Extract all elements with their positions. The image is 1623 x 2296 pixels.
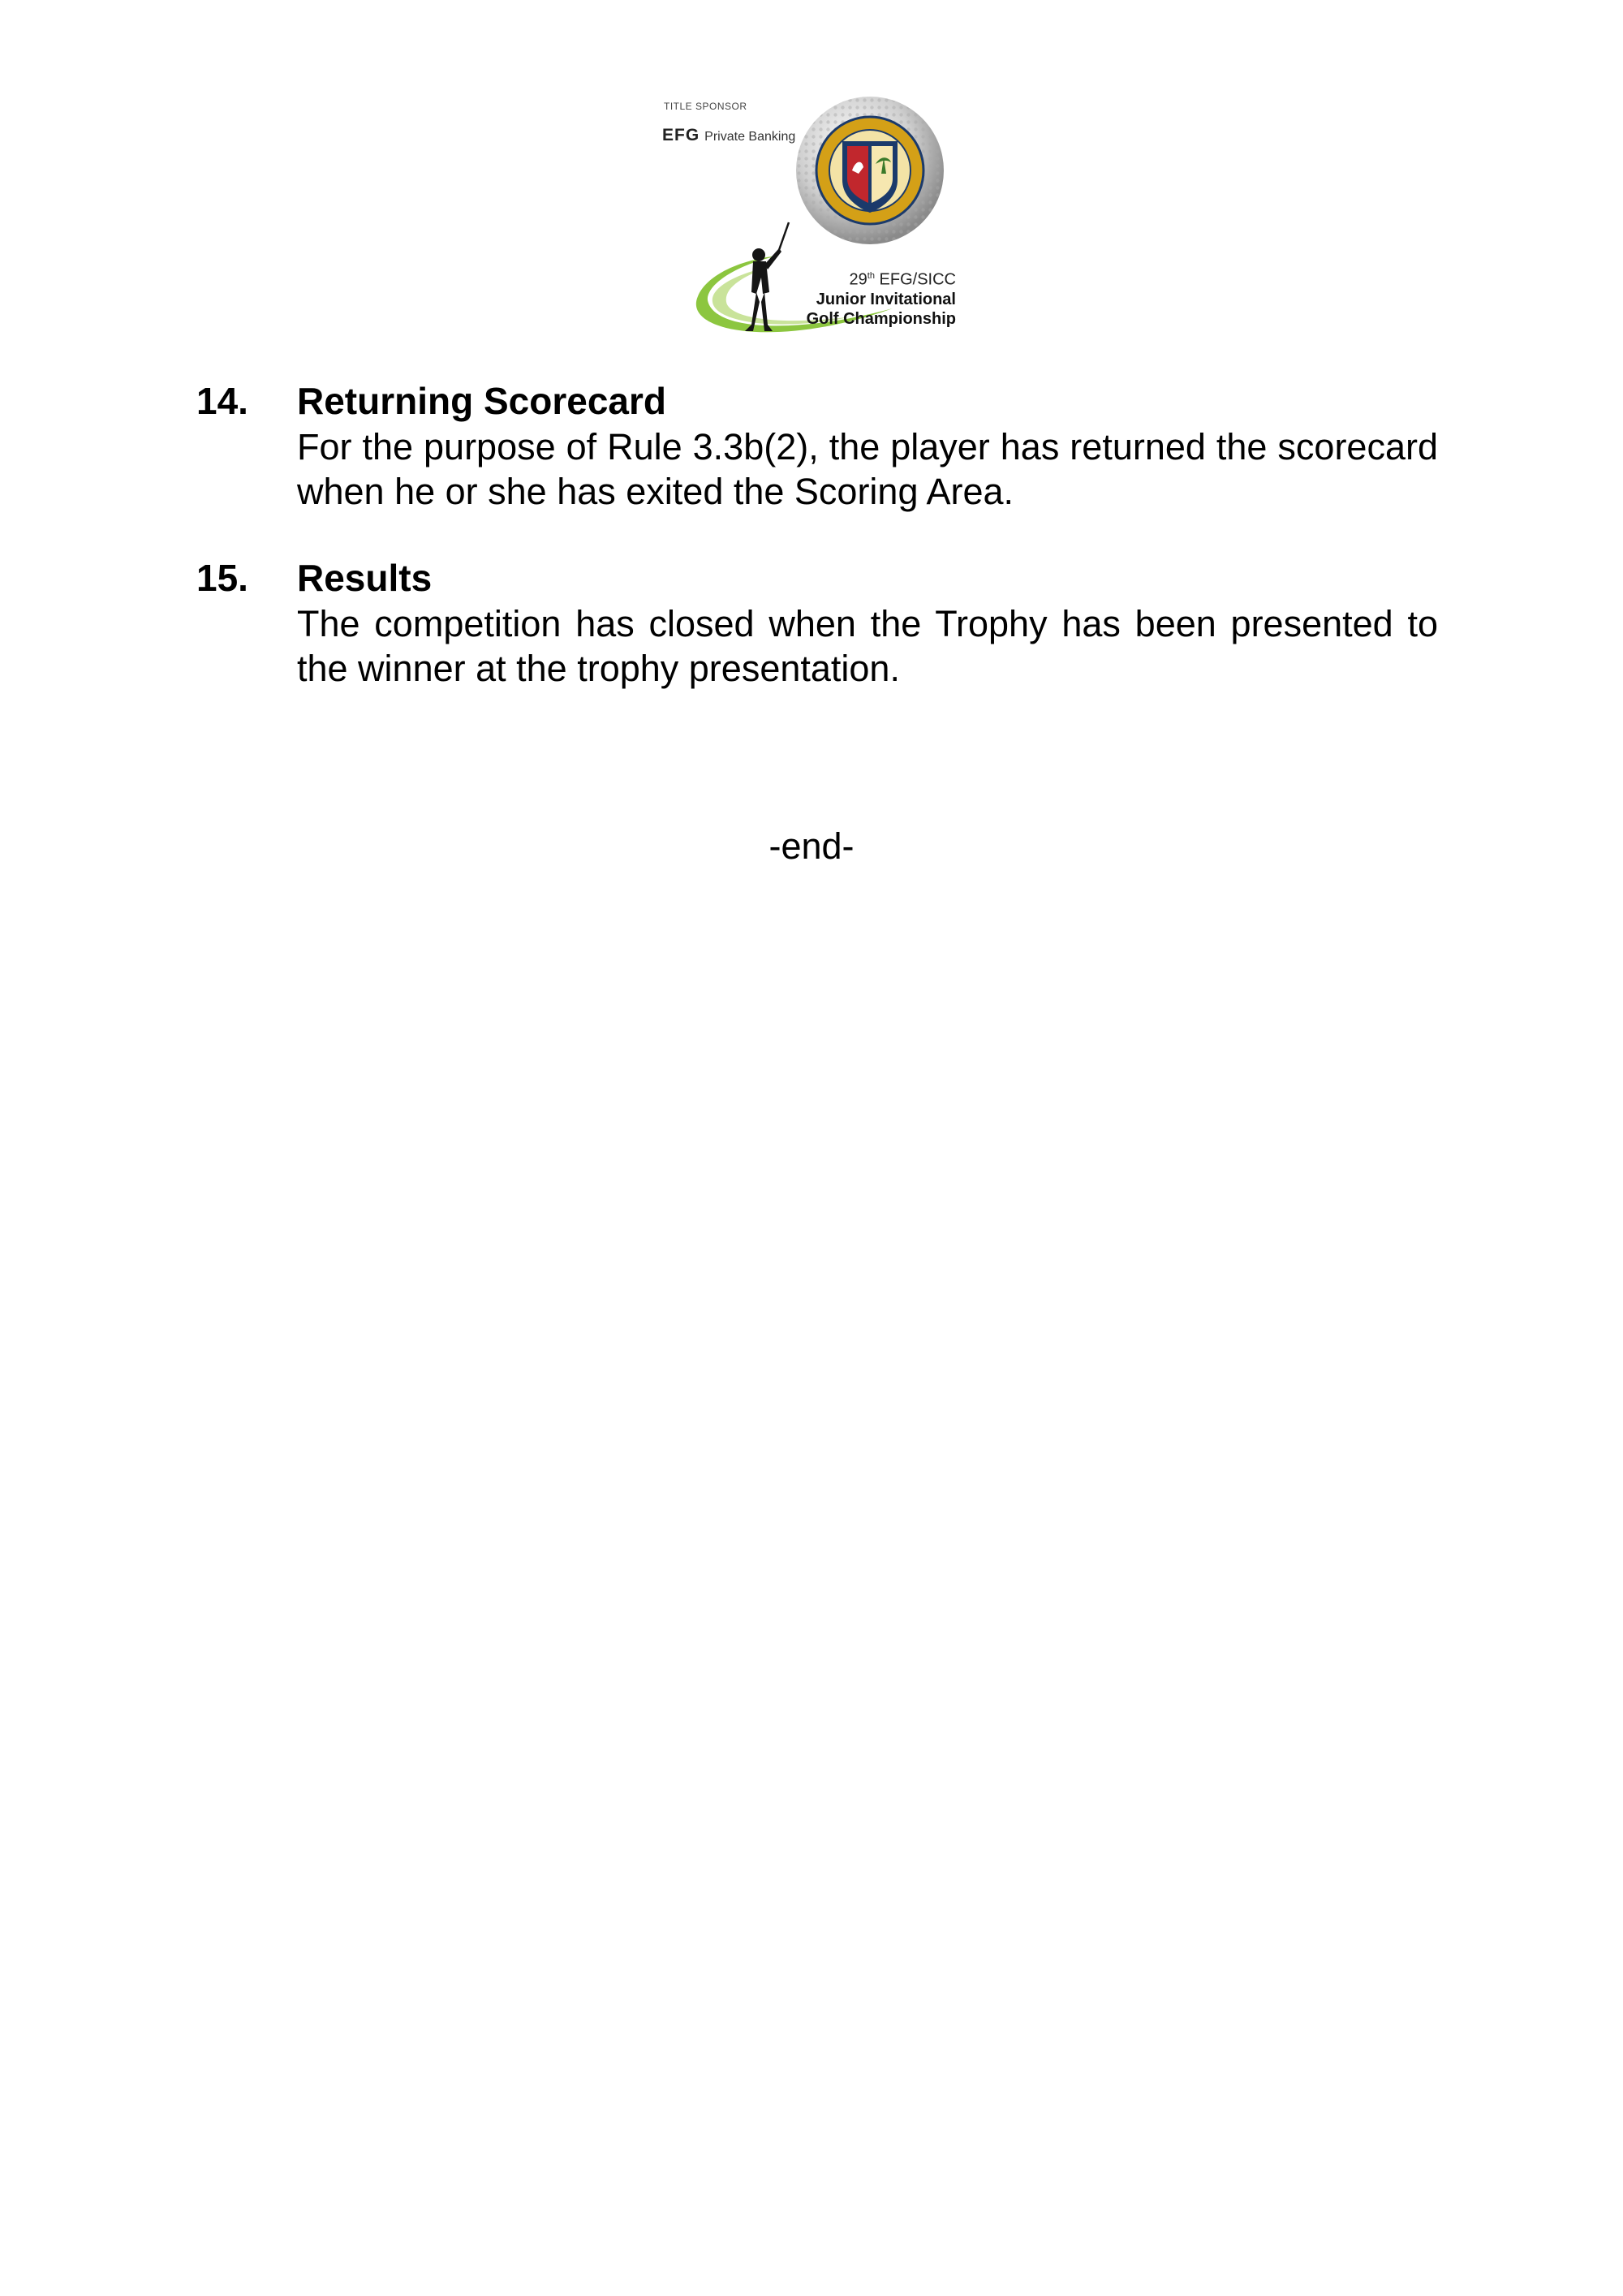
event-edition: [786, 266, 956, 290]
section-title: Returning Scorecard: [297, 380, 666, 422]
section-heading: [196, 554, 1438, 601]
section-body: For the purpose of Rule 3.3b(2), the player has returned the scorecard when he or she has exited the Scoring Area.: [297, 426, 1438, 512]
end-marker: -end-: [768, 825, 855, 867]
sponsor-logo: [662, 126, 795, 145]
sponsor-mark: EFG: [662, 126, 700, 144]
event-title: [786, 266, 956, 329]
title-sponsor-label: TITLE SPONSOR: [664, 101, 747, 112]
event-line3: Golf Championship: [806, 309, 956, 328]
event-number: 29: [849, 270, 867, 289]
sponsor-name: Private Banking: [704, 130, 796, 144]
club-crest-icon: [816, 117, 923, 224]
section-heading: [196, 377, 1438, 424]
section-number: 15.: [196, 557, 248, 599]
section-results: [196, 554, 1438, 691]
golfer-silhouette-icon: [745, 222, 789, 331]
event-line1: EFG/SICC: [879, 270, 956, 289]
championship-logo: [649, 89, 974, 341]
event-suffix: th: [867, 271, 875, 281]
section-title: Results: [297, 557, 433, 599]
section-returning-scorecard: [196, 377, 1438, 514]
event-line2: Junior Invitational: [816, 290, 956, 308]
section-body: The competition has closed when the Trophy has been presented to the winner at the trophy presentation.: [297, 603, 1438, 689]
section-number: 14.: [196, 380, 248, 422]
